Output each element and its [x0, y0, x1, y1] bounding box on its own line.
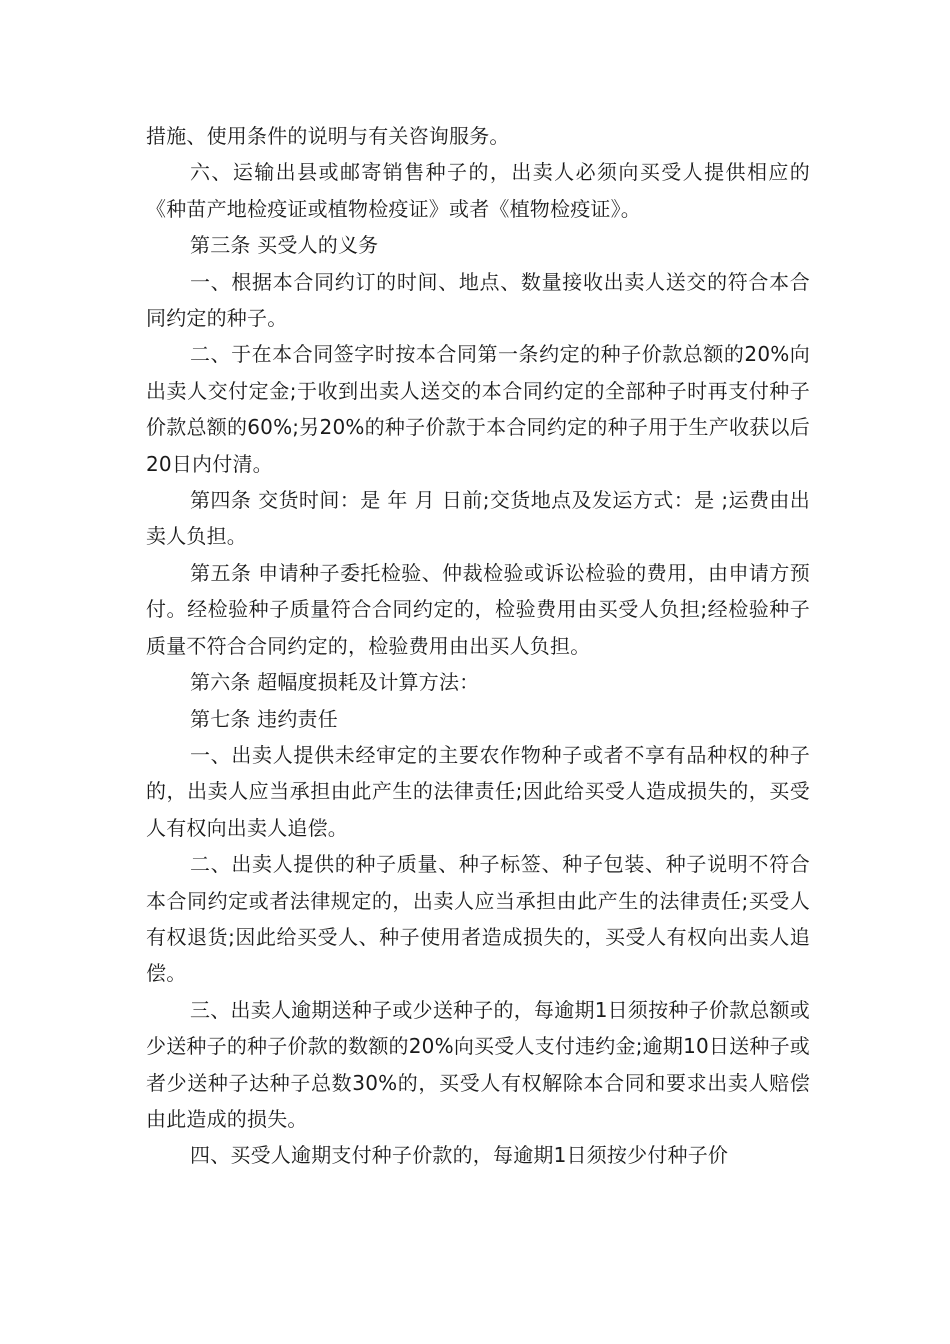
heading-article-3: 第三条 买受人的义务 [190, 233, 379, 258]
paragraph-clause-6: 六、运输出县或邮寄销售种子的，出卖人必须向买受人提供相应的《种苗产地检疫证或植物检疫证》或者《植物检疫证》。 [146, 160, 810, 221]
heading-article-6: 第六条 超幅度损耗及计算方法： [190, 670, 480, 695]
paragraph-article-3-item-1: 一、根据本合同约订的时间、地点、数量接收出卖人送交的符合本合同约定的种子。 [146, 269, 810, 331]
paragraph-article-5: 第五条 申请种子委托检验、仲裁检验或诉讼检验的费用，由申请方预付。经检验种子质量符合合同约定的，检验费用由买受人负担;经检验种子质量不符合合同约定的，检验费用由出买人负担。 [146, 560, 810, 658]
paragraph-article-7-item-3: 三、出卖人逾期送种子或少送种子的，每逾期1日须按种子价款总额或少送种子的种子价款的数额的20%向买受人支付违约金;逾期10日送种子或者少送种子达种子总数30%的，买受人有权解除本合同和要求出卖人赔偿由此造成的损失。 [146, 997, 810, 1131]
paragraph-article-7-item-4: 四、买受人逾期支付种子价款的，每逾期1日须按少付种子价 [190, 1143, 729, 1168]
paragraph-article-7-item-1: 一、出卖人提供未经审定的主要农作物种子或者不享有品种权的种子的，出卖人应当承担由此产生的法律责任;因此给买受人造成损失的，买受人有权向出卖人追偿。 [146, 742, 810, 840]
heading-article-7: 第七条 违约责任 [190, 706, 338, 731]
paragraph-article-3-item-2: 二、于在本合同签字时按本合同第一条约定的种子价款总额的20%向出卖人交付定金;于收到出卖人送交的本合同约定的全部种子时再支付种子价款总额的60%;另20%的种子价款于本合同约定的种子用于生产收获以后20日内付清。 [146, 342, 810, 476]
paragraph-article-4: 第四条 交货时间：是 年 月 日前;交货地点及发运方式：是 ;运费由出卖人负担。 [146, 488, 810, 549]
paragraph-article-7-item-2: 二、出卖人提供的种子质量、种子标签、种子包装、种子说明不符合本合同约定或者法律规定的，出卖人应当承担由此产生的法律责任;买受人有权退货;因此给买受人、种子使用者造成损失的，买受人有权向出卖人追偿。 [146, 852, 810, 986]
paragraph-continuation: 措施、使用条件的说明与有关咨询服务。 [146, 124, 510, 148]
document-body [146, 118, 810, 1174]
